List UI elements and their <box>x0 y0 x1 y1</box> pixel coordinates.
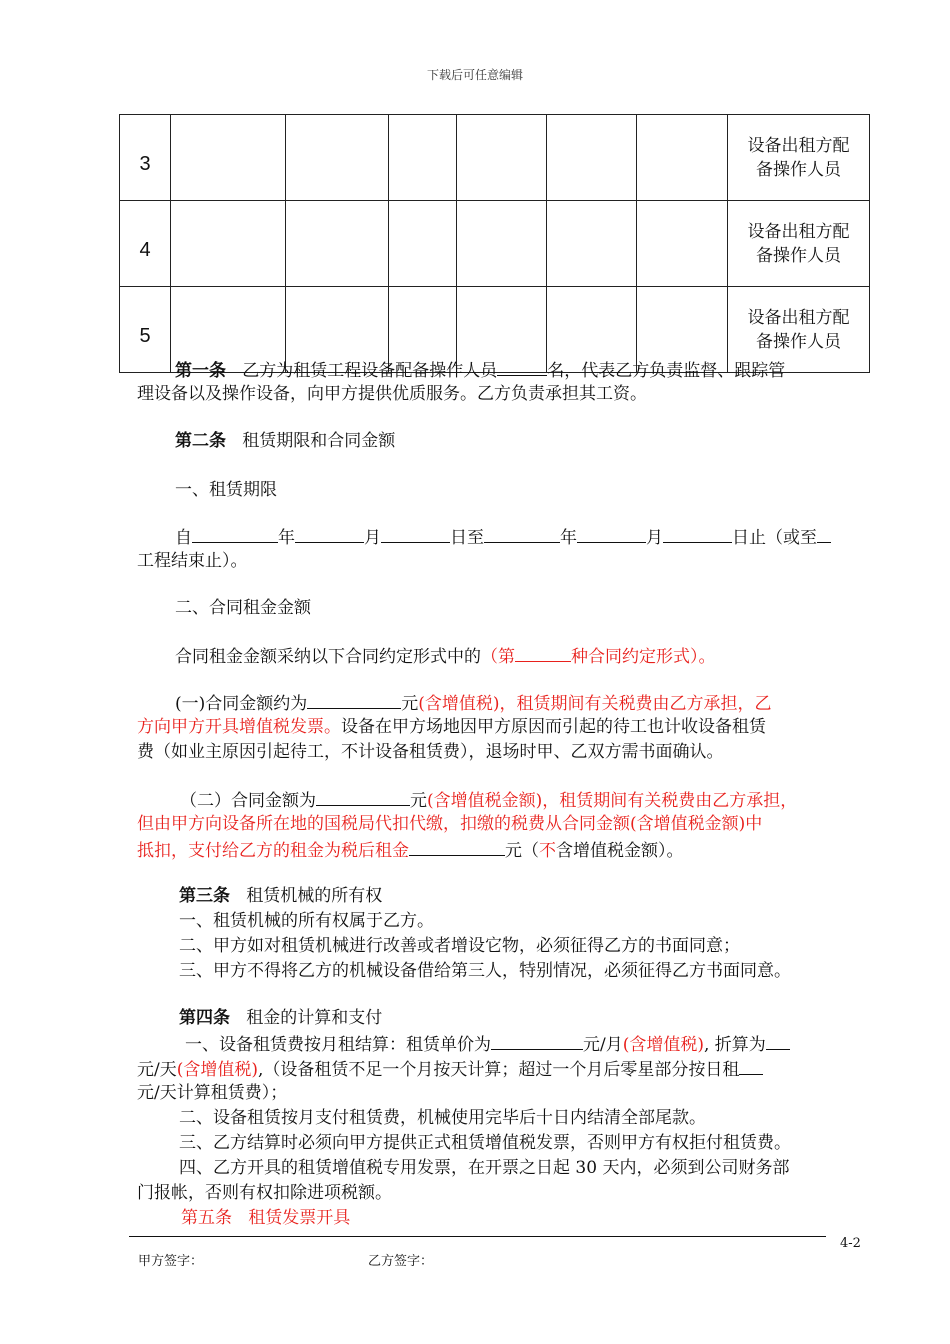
table-row <box>120 115 870 201</box>
lease-term-heading: 一、租赁期限 <box>175 480 277 500</box>
page-header: 下载后可任意编辑 <box>426 68 523 82</box>
article-4-item-3: 三、乙方结算时必须向甲方提供正式租赁增值税发票，否则甲方有权拒付租赁费。 <box>179 1133 791 1153</box>
article-5-heading: 第五条 租赁发票开具 <box>181 1208 351 1228</box>
article-4-heading: 第四条 租金的计算和支付 <box>179 1008 383 1028</box>
article-4-item-1-line-2: 元/天(含增值税),（设备租赁不足一个月按天计算；超过一个月后零星部分按日租 <box>137 1056 763 1082</box>
page-number: 4-2 <box>840 1236 861 1251</box>
article-4-item-2: 二、设备租赁按月支付租赁费，机械使用完毕后十日内结清全部尾款。 <box>179 1108 706 1128</box>
article-3-item-2: 二、甲方如对租赁机械进行改善或者增设它物，必须征得乙方的书面同意； <box>179 936 740 956</box>
row-note: 设备出租方配 备操作人员 <box>728 287 870 373</box>
option-2-line-1: （二）合同金额为 元(含增值税金额)，租赁期间有关税费由乙方承担， <box>180 787 797 813</box>
option-2-line-3: 抵扣，支付给乙方的租金为税后租金 元（不含增值税金额）。 <box>137 837 684 863</box>
row-note: 设备出租方配 备操作人员 <box>728 115 870 201</box>
lease-term-dates: 自 年 月 日至 年 月 日止（或至 <box>175 524 831 550</box>
equipment-table <box>119 114 870 373</box>
article-3-heading: 第三条 租赁机械的所有权 <box>179 886 383 906</box>
article-1-line-1: 第一条 乙方为租赁工程设备配备操作人员 名，代表乙方负责监督、跟踪管 <box>175 357 785 383</box>
article-4-item-4: 四、乙方开具的租赁增值税专用发票，在开票之日起 30 天内，必须到公司财务部 <box>179 1158 790 1178</box>
option-1-line-1: (一)合同金额约为 元(含增值税)，租赁期间有关税费由乙方承担，乙 <box>175 690 772 716</box>
row-number: 4 <box>120 201 171 287</box>
row-number: 3 <box>120 115 171 201</box>
party-a-signature-label: 甲方签字： <box>138 1254 204 1269</box>
contract-amount-heading: 二、合同租金金额 <box>175 598 311 618</box>
option-2-line-2: 但由甲方向设备所在地的国税局代扣代缴，扣缴的税费从合同金额(含增值税金额)中 <box>137 814 763 834</box>
option-1-line-3: 费（如业主原因引起待工，不计设备租赁费），退场时甲、乙双方需书面确认。 <box>137 742 724 762</box>
option-1-line-2: 方向甲方开具增值税发票。设备在甲方场地因甲方原因而引起的待工也计收设备租赁 <box>137 717 766 737</box>
contract-form-line: 合同租金金额采纳以下合同约定形式中的（第 种合同约定形式）。 <box>175 643 716 669</box>
footer-divider <box>129 1236 826 1237</box>
lease-term-dates-line-2: 工程结束止）。 <box>137 551 248 571</box>
row-number: 5 <box>120 287 171 373</box>
article-3-item-1: 一、租赁机械的所有权属于乙方。 <box>179 911 434 931</box>
party-b-signature-label: 乙方签字： <box>368 1254 434 1269</box>
article-4-item-1-line-3: 元/天计算租赁费）； <box>137 1083 288 1103</box>
article-3-item-3: 三、甲方不得将乙方的机械设备借给第三人，特别情况，必须征得乙方书面同意。 <box>179 961 791 981</box>
table-row <box>120 201 870 287</box>
article-2-heading: 第二条 租赁期限和合同金额 <box>175 431 396 451</box>
article-4-item-1: 一、设备租赁费按月租结算：租赁单价为 元/月(含增值税), 折算为 <box>185 1031 790 1057</box>
article-1-line-2: 理设备以及操作设备，向甲方提供优质服务。乙方负责承担其工资。 <box>137 384 647 404</box>
article-4-item-4-line-2: 门报帐，否则有权扣除进项税额。 <box>137 1183 392 1203</box>
row-note: 设备出租方配 备操作人员 <box>728 201 870 287</box>
